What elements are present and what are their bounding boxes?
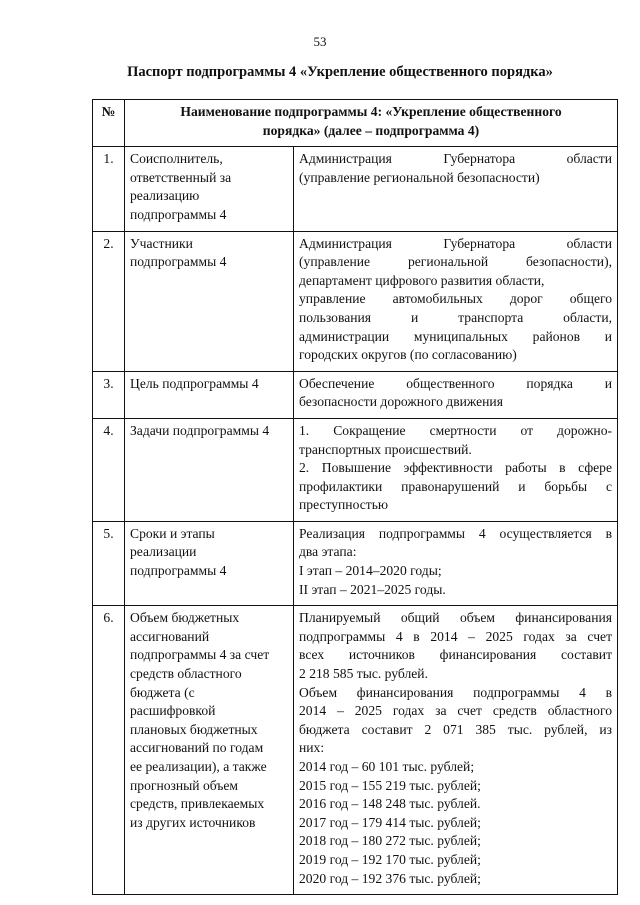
table-row xyxy=(93,606,618,895)
parameter-value-line: 2 218 585 тыс. рублей. xyxy=(299,666,428,682)
parameter-name-line: прогнозный объем xyxy=(130,777,239,793)
row-parameter-value xyxy=(294,418,618,521)
parameter-name-line: подпрограммы 4 xyxy=(130,563,227,579)
header-name xyxy=(125,100,618,147)
parameter-name-line: средств областного xyxy=(130,666,242,682)
parameter-name-line: ответственный за xyxy=(130,169,232,185)
row-number: 4. xyxy=(93,418,125,521)
parameter-value-line: них: xyxy=(299,740,325,756)
parameter-name-line: ассигнований по годам xyxy=(130,740,264,756)
parameter-value-line: преступностью xyxy=(299,497,389,513)
table-row xyxy=(93,418,618,521)
parameter-value-line: 2014 год – 60 101 тыс. рублей; xyxy=(299,759,475,774)
row-number: 3. xyxy=(93,371,125,418)
parameter-value-line: Обеспечение общественного порядка и xyxy=(299,375,613,391)
table-row xyxy=(93,521,618,605)
row-number: 1. xyxy=(93,147,125,231)
parameter-name-line: Цель подпрограммы 4 xyxy=(130,375,259,391)
parameter-value-line: 2019 год – 192 170 тыс. рублей; xyxy=(299,851,481,867)
parameter-name-line: средств, привлекаемых xyxy=(130,796,265,812)
parameter-name-line: реализации xyxy=(130,544,197,560)
passport-table xyxy=(92,99,618,895)
parameter-value-line: Реализация подпрограммы 4 осуществляется в xyxy=(299,525,613,541)
table-row xyxy=(93,231,618,371)
parameter-name-line: Задачи подпрограммы 4 xyxy=(130,422,270,438)
parameter-value-line: 2017 год – 179 414 тыс. рублей; xyxy=(299,814,481,830)
parameter-name-line: бюджета (с xyxy=(130,684,195,700)
row-parameter-name xyxy=(125,231,294,371)
row-parameter-value xyxy=(294,521,618,605)
parameter-value-line: администрации муниципальных районов и xyxy=(299,328,613,344)
row-parameter-value xyxy=(294,371,618,418)
parameter-value-line: Планируемый общий объем финансирования xyxy=(299,610,613,626)
table-row xyxy=(93,147,618,231)
row-parameter-name xyxy=(125,371,294,418)
parameter-name-line: Соисполнитель, xyxy=(130,151,223,167)
parameter-value-line: (управление региональной безопасности), xyxy=(299,254,613,270)
parameter-name-line: подпрограммы 4 xyxy=(130,206,227,222)
header-name-line: порядка» (далее – подпрограмма 4) xyxy=(262,122,480,138)
row-number: 2. xyxy=(93,231,125,371)
page-number: 53 xyxy=(313,34,327,49)
parameter-value-line: Администрация Губернатора области xyxy=(299,235,613,251)
parameter-name-line: подпрограммы 4 xyxy=(130,254,227,270)
parameter-value-line: пользования и транспорта области, xyxy=(299,309,613,325)
parameter-value-line: 2014 – 2025 годах за счет средств областного xyxy=(299,703,613,719)
row-parameter-value xyxy=(294,231,618,371)
row-parameter-value xyxy=(294,147,618,231)
parameter-value-line: II этап – 2021–2025 годы. xyxy=(299,581,446,597)
row-parameter-name xyxy=(125,418,294,521)
parameter-name-line: Объем бюджетных xyxy=(130,610,240,626)
row-parameter-name xyxy=(125,606,294,895)
parameter-value-line: 2015 год – 155 219 тыс. рублей; xyxy=(299,777,481,793)
table-header-row xyxy=(93,100,618,147)
parameter-name-line: расшифровкой xyxy=(130,703,216,719)
parameter-name-line: реализацию xyxy=(130,188,200,204)
parameter-name-line: Участники xyxy=(130,235,193,251)
parameter-value-line: два этапа: xyxy=(299,544,357,560)
parameter-value-line: 1. Сокращение смертности от дорожно- xyxy=(299,422,613,438)
parameter-name-line: подпрограммы 4 за счет xyxy=(130,647,270,663)
parameter-value-line: всех источников финансирования составит xyxy=(299,647,613,663)
parameter-name-line: ассигнований xyxy=(130,628,210,644)
parameter-value-line: департамент цифрового развития области, xyxy=(299,272,545,288)
parameter-value-line: I этап – 2014–2020 годы; xyxy=(299,563,442,579)
parameter-value-line: 2020 год – 192 376 тыс. рублей; xyxy=(299,870,481,886)
parameter-value-line: 2. Повышение эффективности работы в сфере xyxy=(299,460,613,476)
parameter-value-line: управление автомобильных дорог общего xyxy=(299,291,613,307)
parameter-value-line: бюджета составит 2 071 385 тыс. рублей, из xyxy=(299,721,613,737)
parameter-value-line: Объем финансирования подпрограммы 4 в xyxy=(299,684,613,700)
row-number: 5. xyxy=(93,521,125,605)
table-row xyxy=(93,371,618,418)
parameter-value-line: городских округов (по согласованию) xyxy=(299,347,517,363)
parameter-value-line: профилактики правонарушений и борьбы с xyxy=(299,478,613,494)
parameter-name-line: из других источников xyxy=(130,814,256,830)
row-number: 6. xyxy=(93,606,125,895)
row-parameter-value xyxy=(294,606,618,895)
parameter-value-line: транспортных происшествий. xyxy=(299,441,472,457)
row-parameter-name xyxy=(125,521,294,605)
header-name-line: Наименование подпрограммы 4: «Укрепление общественного xyxy=(180,104,562,119)
parameter-value-line: (управление региональной безопасности) xyxy=(299,169,540,185)
row-parameter-name xyxy=(125,147,294,231)
header-num: № xyxy=(93,100,125,147)
parameter-value-line: подпрограммы 4 в 2014 – 2025 годах за счет xyxy=(299,628,613,644)
parameter-value-line: Администрация Губернатора области xyxy=(299,151,613,167)
parameter-value-line: 2016 год – 148 248 тыс. рублей. xyxy=(299,796,481,812)
document-title: Паспорт подпрограммы 4 «Укрепление общественного порядка» xyxy=(127,64,553,80)
parameter-name-line: Сроки и этапы xyxy=(130,525,215,541)
parameter-name-line: плановых бюджетных xyxy=(130,721,258,737)
parameter-name-line: ее реализации), а также xyxy=(130,759,267,774)
parameter-value-line: безопасности дорожного движения xyxy=(299,394,503,410)
parameter-value-line: 2018 год – 180 272 тыс. рублей; xyxy=(299,833,481,849)
